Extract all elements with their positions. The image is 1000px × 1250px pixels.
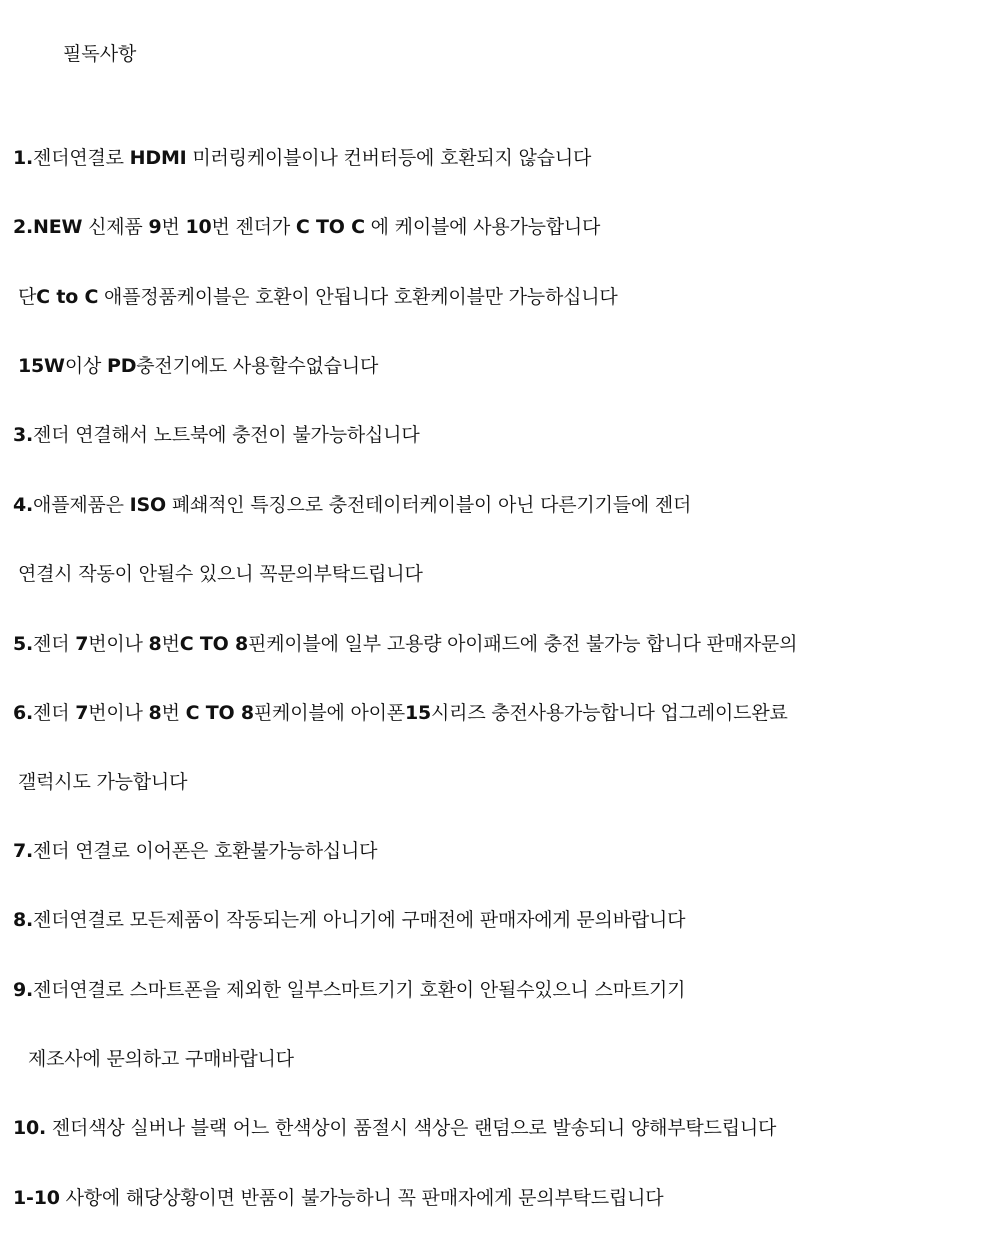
bold-text: 8. xyxy=(13,909,34,931)
notice-line xyxy=(13,630,797,658)
bold-text: 2.NEW xyxy=(13,216,83,238)
text: 번이나 xyxy=(88,702,149,724)
document-title: 필독사항 xyxy=(63,43,137,65)
bold-text: HDMI xyxy=(129,147,187,169)
text: 사항에 해당상황이면 반품이 불가능하니 꼭 판매자에게 문의부탁드립니다 xyxy=(59,1187,664,1209)
notice-line xyxy=(18,283,618,311)
bold-text: 7. xyxy=(13,840,34,862)
bold-text: 10. xyxy=(13,1117,47,1139)
text: 단 xyxy=(18,286,37,308)
bold-text: C TO 8 xyxy=(185,702,254,724)
text: 번 xyxy=(161,702,186,724)
bold-text: 9. xyxy=(13,979,34,1001)
bold-text: 8 xyxy=(148,633,162,655)
notice-line xyxy=(13,906,685,934)
bold-text: 7 xyxy=(75,633,89,655)
text: 번 xyxy=(161,633,180,655)
bold-text: 3. xyxy=(13,424,34,446)
notice-line xyxy=(13,1114,776,1142)
bold-text: C TO C xyxy=(295,216,365,238)
notice-line xyxy=(13,421,420,449)
bold-text: 9 xyxy=(148,216,162,238)
notice-line xyxy=(13,976,685,1004)
bold-text: 1-10 xyxy=(13,1187,60,1209)
notice-line xyxy=(13,699,788,727)
bold-text: 1. xyxy=(13,147,34,169)
notice-line xyxy=(18,560,423,588)
notice-line xyxy=(13,1184,663,1212)
text: 젠더연결로 스마트폰을 제외한 일부스마트기기 호환이 안될수있으니 스마트기기 xyxy=(33,979,686,1001)
text: 젠더연결로 xyxy=(33,147,130,169)
text: 번이나 xyxy=(88,633,149,655)
text: 애플정품케이블은 호환이 안됩니다 호환케이블만 가능하십니다 xyxy=(98,286,618,308)
bold-text: ISO xyxy=(129,494,166,516)
text: 이상 xyxy=(64,355,107,377)
text: 애플제품은 xyxy=(33,494,130,516)
text: 폐쇄적인 특징으로 충전테이터케이블이 아닌 다른기기들에 젠더 xyxy=(165,494,692,516)
bold-text: C TO 8 xyxy=(179,633,249,655)
text: 젠더 연결로 이어폰은 호환불가능하십니다 xyxy=(33,840,378,862)
text: 시리즈 충전사용가능합니다 업그레이드완료 xyxy=(431,702,788,724)
text: 미러링케이블이나 컨버터등에 호환되지 않습니다 xyxy=(186,147,592,169)
bold-text: 15 xyxy=(404,702,432,724)
bold-text: 5. xyxy=(13,633,34,655)
notice-line xyxy=(13,491,691,519)
notice-line xyxy=(18,352,378,380)
bold-text: 8 xyxy=(148,702,162,724)
bold-text: 4. xyxy=(13,494,34,516)
text: 번 xyxy=(161,216,186,238)
text: 핀케이블에 아이폰 xyxy=(253,702,405,724)
notice-line xyxy=(18,768,187,796)
notice-line xyxy=(13,837,377,865)
bold-text: 15W xyxy=(18,355,65,377)
bold-text: PD xyxy=(106,355,137,377)
notice-line xyxy=(13,144,591,172)
bold-text: 6. xyxy=(13,702,34,724)
text: 젠더색상 실버나 블랙 어느 한색상이 품절시 색상은 랜덤으로 발송되니 양해부탁드립니다 xyxy=(46,1117,777,1139)
text: 젠더 연결해서 노트북에 충전이 불가능하십니다 xyxy=(33,424,420,446)
text: 신제품 xyxy=(82,216,149,238)
text: 젠더 xyxy=(33,633,76,655)
text: 핀케이블에 일부 고용량 아이패드에 충전 불가능 합니다 판매자문의 xyxy=(248,633,798,655)
text: 갤럭시도 가능합니다 xyxy=(18,771,188,793)
text: 제조사에 문의하고 구매바랍니다 xyxy=(28,1048,294,1070)
text: 연결시 작동이 안될수 있으니 꼭문의부탁드립니다 xyxy=(18,563,423,585)
bold-text: C to C xyxy=(36,286,99,308)
text: 번 젠더가 xyxy=(211,216,296,238)
text: 젠더연결로 모든제품이 작동되는게 아니기에 구매전에 판매자에게 문의바랍니다 xyxy=(33,909,686,931)
text: 에 케이블에 사용가능합니다 xyxy=(364,216,601,238)
text: 충전기에도 사용할수없습니다 xyxy=(136,355,379,377)
notice-line xyxy=(28,1045,294,1073)
bold-text: 10 xyxy=(185,216,212,238)
notice-line xyxy=(13,213,600,241)
bold-text: 7 xyxy=(75,702,89,724)
text: 젠더 xyxy=(33,702,76,724)
